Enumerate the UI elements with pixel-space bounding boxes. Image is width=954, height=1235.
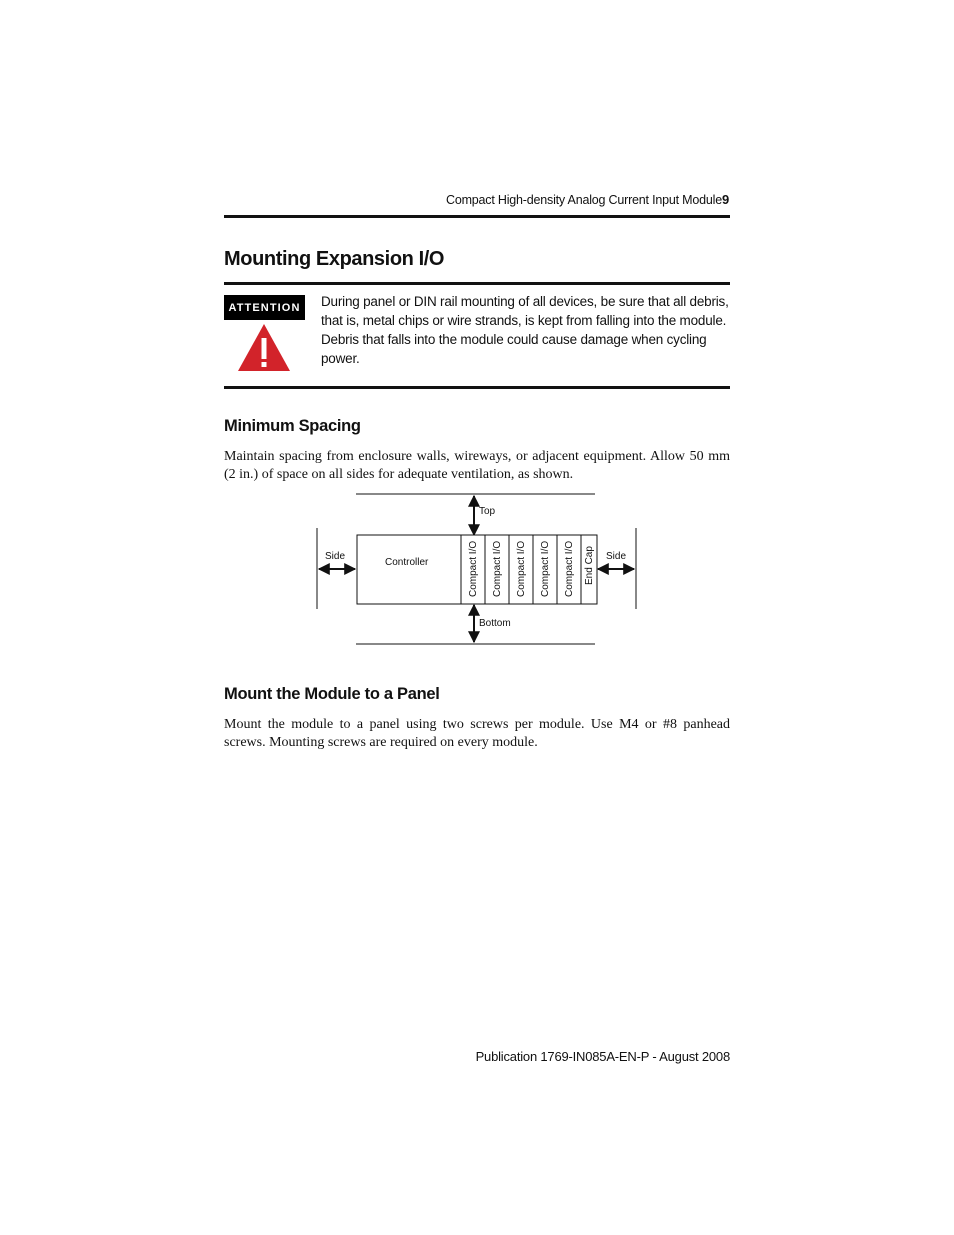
module-label-2: Compact I/O [492, 540, 503, 597]
module-label-1: Compact I/O [468, 540, 479, 597]
module-label-3: Compact I/O [516, 540, 527, 597]
attention-badge: ATTENTION [224, 295, 305, 320]
page-number: 9 [722, 192, 730, 207]
running-header: Compact High-density Analog Current Input Module [446, 193, 722, 207]
bottom-label: Bottom [479, 618, 511, 629]
section-title: Mounting Expansion I/O [224, 248, 445, 270]
header-rule [224, 215, 730, 218]
mount-panel-text: Mount the module to a panel using two screws per module. Use M4 or #8 panhead screws. Mounting screws are required on every module. [224, 717, 730, 750]
module-label-4: Compact I/O [540, 540, 551, 597]
attention-text: During panel or DIN rail mounting of all devices, be sure that all debris, that is, metal chips or wire strands, is kept from falling into the module. Debris that falls into the module could cause damage when cycling power. [321, 294, 729, 366]
top-label: Top [479, 506, 496, 517]
controller-box [357, 535, 461, 604]
minimum-spacing-heading: Minimum Spacing [224, 417, 361, 435]
left-side-label: Side [325, 551, 346, 562]
controller-label: Controller [385, 557, 429, 568]
spacing-diagram [300, 488, 660, 653]
publication-footer: Publication 1769-IN085A-EN-P - August 2008 [475, 1049, 730, 1064]
warning-triangle-icon [236, 322, 292, 379]
right-side-label: Side [606, 551, 627, 562]
attention-bottom-rule [224, 386, 730, 389]
module-label-5: Compact I/O [564, 540, 575, 597]
end-cap-label: End Cap [584, 546, 595, 585]
minimum-spacing-text: Maintain spacing from enclosure walls, wireways, or adjacent equipment. Allow 50 mm (2 in.) of space on all sides for adequate ventilation, as shown. [224, 449, 730, 482]
mount-panel-heading: Mount the Module to a Panel [224, 685, 440, 703]
attention-top-rule [224, 282, 730, 285]
